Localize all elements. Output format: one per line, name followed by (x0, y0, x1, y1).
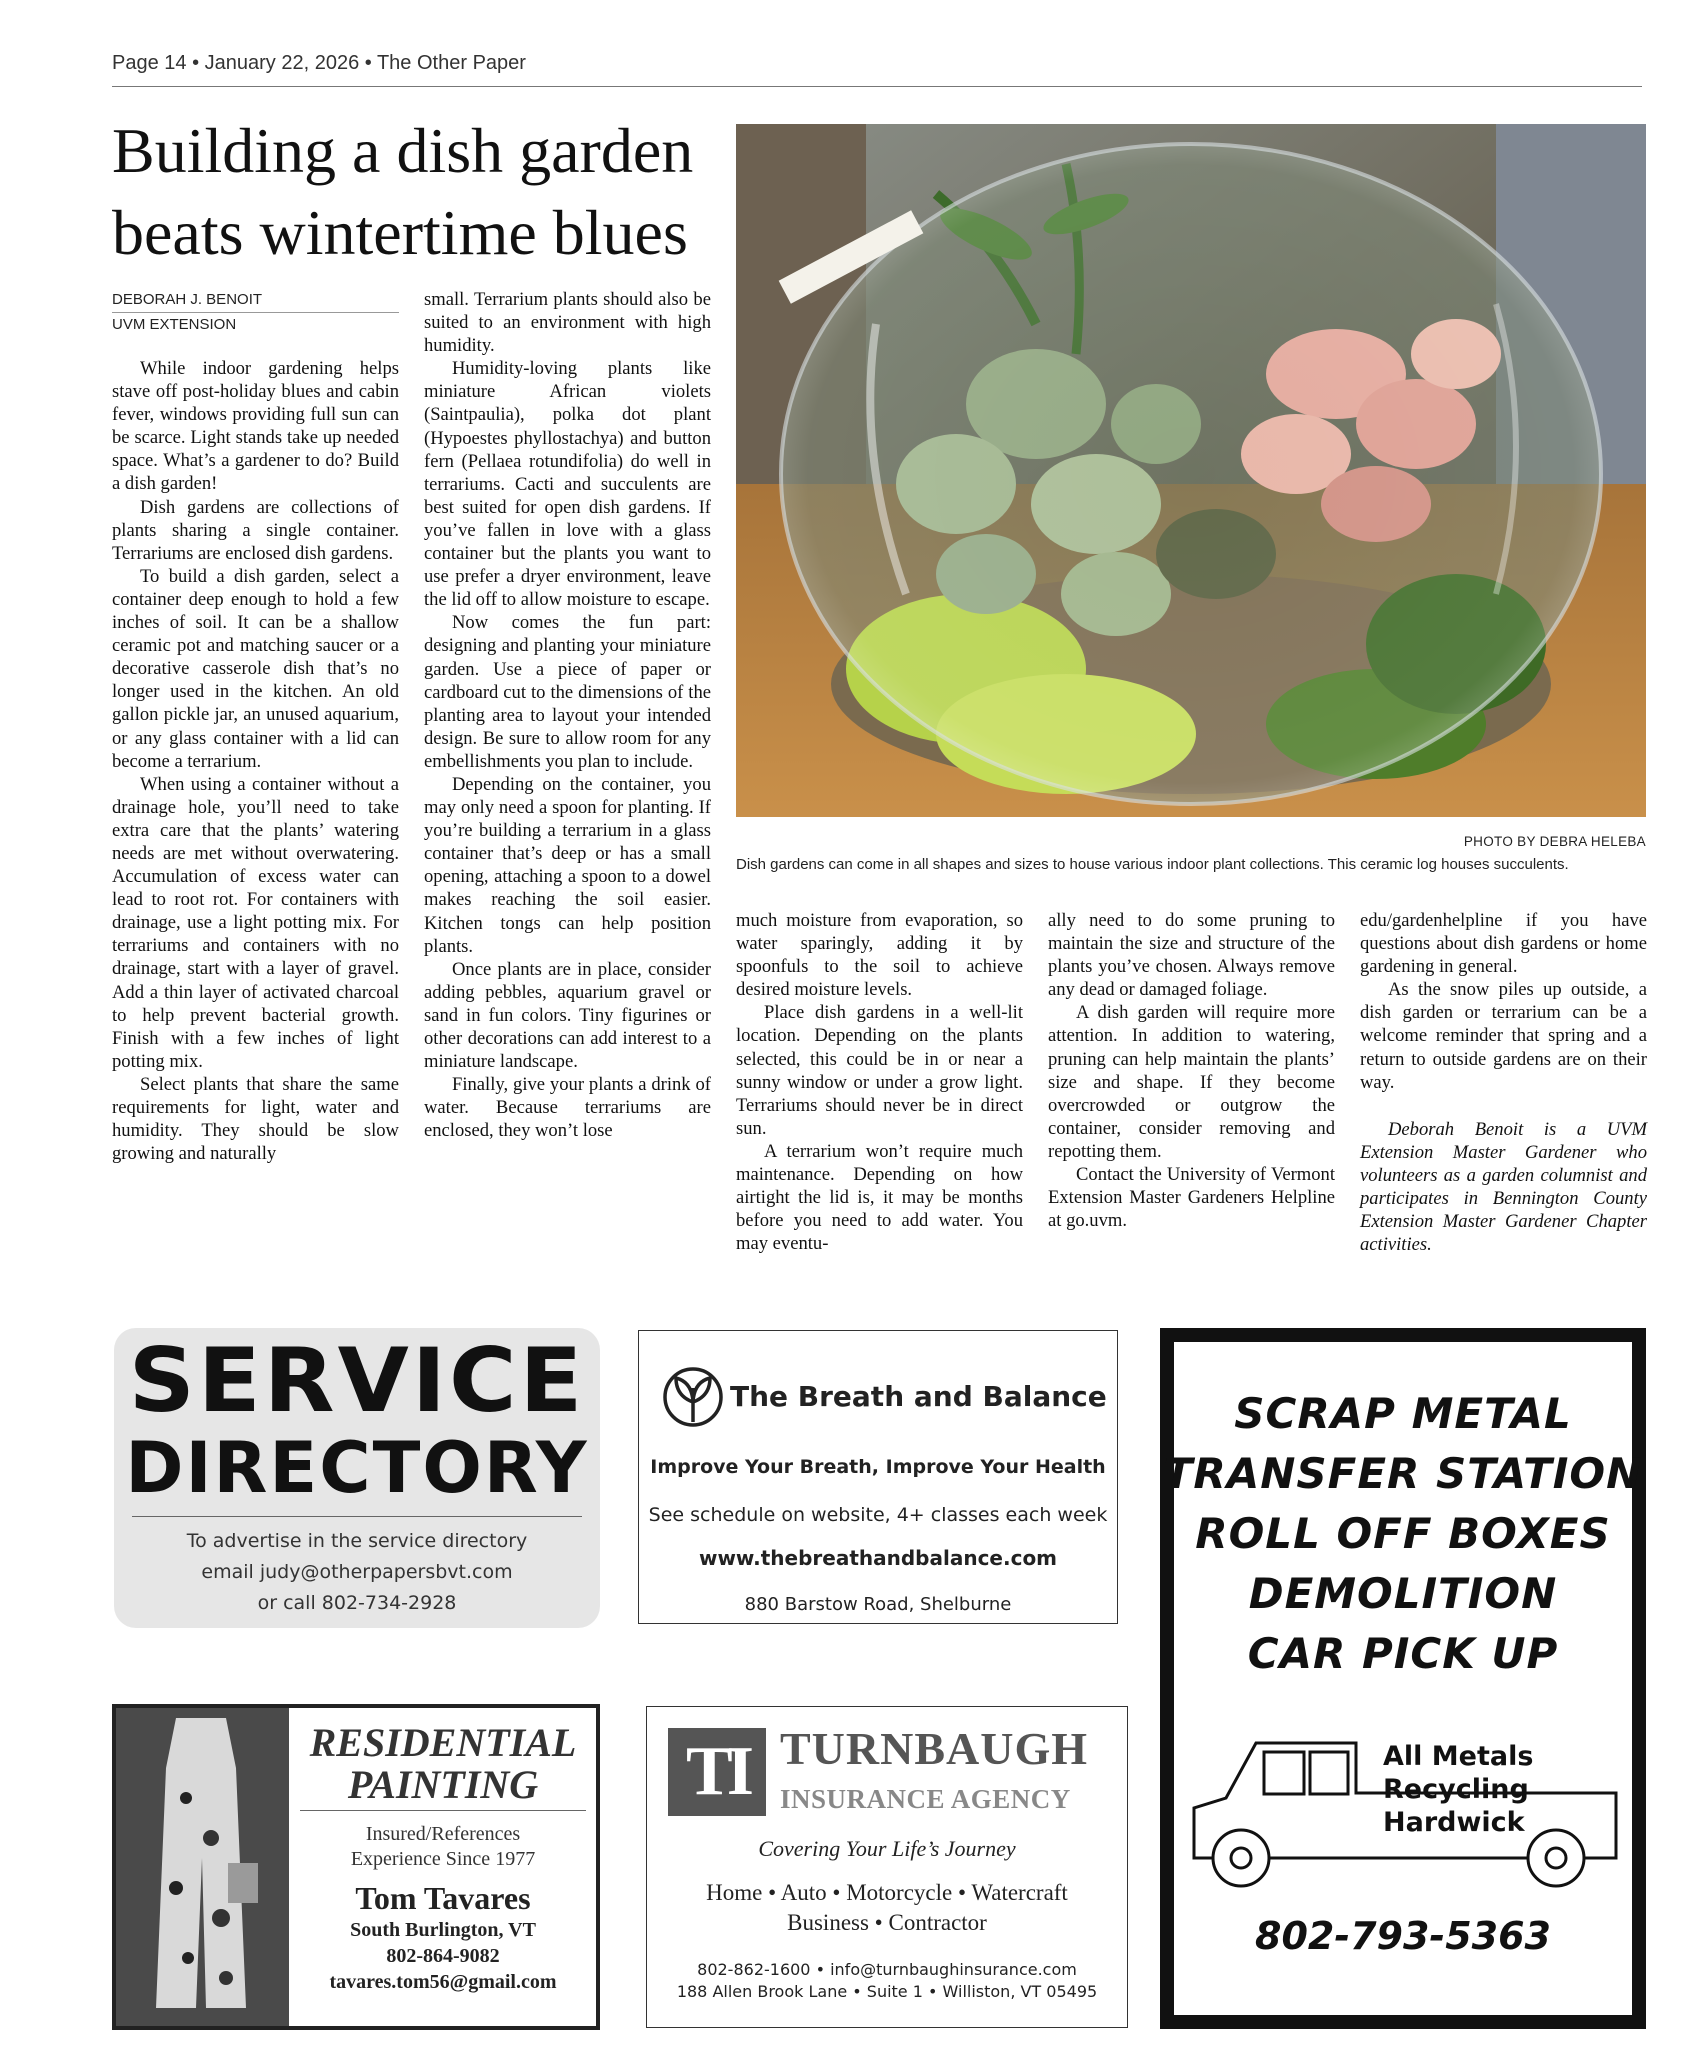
article-column-5 (1360, 909, 1647, 1256)
paragraph: Humidity-loving plants like miniature African violets (Saintpaulia), polka dot plant (Hypoestes phyllostachya) and button fern (Pellaea rotundifolia) do well in terrariums. Cacti and succulents are best suited for open dish gardens. If you’ve fallen in love with a glass container but the plants you want to use prefer a dryer environment, leave the lid off to allow moisture to escape. (424, 358, 711, 611)
article-column-2 (424, 288, 711, 1142)
paragraph: Select plants that share the same requirements for light, water and humidity. They should be slow growing and naturally (112, 1073, 399, 1165)
paper-name: The Other Paper (376, 52, 526, 74)
breath-balance-tagline: Improve Your Breath, Improve Your Health (650, 1456, 1106, 1478)
service-directory-title-1: SERVICE (128, 1329, 586, 1432)
turnbaugh-subtitle: INSURANCE AGENCY (780, 1784, 1071, 1814)
scrap-metal-line: ROLL OFF BOXES (1195, 1509, 1611, 1558)
breath-balance-name: The Breath and Balance (730, 1380, 1107, 1413)
paragraph: Finally, give your plants a drink of water. Because terrariums are enclosed, they won’t lose (424, 1074, 711, 1142)
painting-title (290, 1722, 596, 1806)
paragraph-continued: much moisture from evaporation, so water sparingly, adding it by spoonfuls to the soil to achieve desired moisture levels. (736, 910, 1023, 1001)
page-number: Page 14 (112, 52, 187, 74)
terrarium-illustration (736, 124, 1646, 817)
paragraph: As the snow piles up outside, a dish garden or terrarium can be a welcome reminder that spring and a return to outside gardens are on their way. (1360, 979, 1647, 1093)
headline-line-2: beats wintertime blues (112, 197, 688, 268)
truck-text-line: Hardwick (1383, 1807, 1525, 1838)
painting-insured: Insured/References (365, 1823, 521, 1845)
turnbaugh-slogan: Covering Your Life’s Journey (758, 1836, 1016, 1861)
painting-divider (300, 1810, 586, 1811)
author-bio: Deborah Benoit is a UVM Extension Master Gardener who volunteers as a garden columnist and participates in Bennington County Extension Master Gardener Chapter activities. (1360, 1118, 1647, 1256)
service-directory-email: email judy@otherpapersbvt.com (201, 1561, 513, 1583)
service-directory-phone: or call 802-734-2928 (257, 1592, 457, 1614)
turnbaugh-logo (668, 1728, 766, 1816)
byline (112, 288, 399, 337)
leaf-circle-icon (662, 1366, 724, 1433)
paragraph: Place dish gardens in a well-lit location. Depending on the plants selected, this could be in or near a sunny window or under a grow light. Terrariums should never be in direct sun. (736, 1002, 1023, 1139)
painting-experience: Experience Since 1977 (350, 1848, 536, 1870)
paragraph: Dish gardens are collections of plants sharing a single container. Terrariums are enclosed dish gardens. (112, 496, 399, 564)
author-name: DEBORAH J. BENOIT (112, 288, 399, 313)
paragraph: Once plants are in place, consider adding pebbles, aquarium gravel or sand in fun colors. Tiny figurines or other decorations can add interest to a miniature landscape. (424, 958, 711, 1073)
photo-credit: PHOTO BY DEBRA HELEBA (1463, 834, 1646, 849)
painting-title-line-1: RESIDENTIAL (309, 1720, 577, 1765)
scrap-metal-line: SCRAP METAL (1234, 1389, 1572, 1438)
painter-phone: 802-864-9082 (386, 1945, 500, 1967)
breath-balance-address: 880 Barstow Road, Shelburne (744, 1594, 1012, 1615)
paragraph: Depending on the container, you may only need a spoon for planting. If you’re building a terrarium in a glass container that’s deep or has a small opening, attaching a spoon to a dowel makes reaching the soil easier. Kitchen tongs can help position plants. (424, 773, 711, 957)
truck-text-line: Recycling (1383, 1774, 1529, 1805)
scrap-metal-services (1160, 1384, 1646, 1684)
scrap-metal-phone: 802-793-5363 (1255, 1914, 1551, 1958)
paragraph: A dish garden will require more attention. In addition to watering, pruning can help maintain the plants’ size and shape. If they become overcrowded or outgrow the container, consider removing and repotting them. (1048, 1002, 1335, 1162)
article-column-3 (736, 909, 1023, 1255)
page-header (112, 52, 1642, 87)
header-separator: • (364, 52, 377, 74)
paragraph: A terrarium won’t require much maintenance. Depending on how airtight the lid is, it may be months before you need to add water. You may eventu- (736, 1140, 1023, 1255)
turnbaugh-logo-letters: TI (668, 1728, 766, 1816)
scrap-metal-line: TRANSFER STATION (1163, 1449, 1643, 1498)
paragraph-continued: edu/gardenhelpline if you have questions about dish gardens or home gardening in general. (1360, 910, 1647, 978)
service-directory-divider (132, 1516, 582, 1517)
paragraph: Now comes the fun part: designing and planting your miniature garden. Use a piece of paper or cardboard cut to the dimensions of the planting area to layout your intended design. Be sure to allow room for any embellishments you plan to include. (424, 612, 711, 772)
service-directory-info (114, 1526, 600, 1619)
article-column-4 (1048, 909, 1335, 1232)
service-directory-title-2: DIRECTORY (125, 1427, 589, 1509)
terrarium-photo (736, 124, 1646, 817)
service-directory-line: To advertise in the service directory (186, 1530, 528, 1552)
author-affiliation: UVM EXTENSION (112, 316, 237, 333)
scrap-metal-line: CAR PICK UP (1247, 1629, 1559, 1678)
painting-title-line-2: PAINTING (347, 1762, 539, 1807)
paragraph: While indoor gardening helps stave off post-holiday blues and cabin fever, windows providing full sun can be scarce. Light stands take up needed space. What’s a gardener to do? Build a dish garden! (112, 358, 399, 495)
photo-caption: Dish gardens can come in all shapes and sizes to house various indoor plant collections. This ceramic log houses succulents. (736, 856, 1569, 873)
turnbaugh-services-2: Business • Contractor (787, 1910, 987, 1935)
breath-balance-schedule: See schedule on website, 4+ classes each week (648, 1504, 1108, 1526)
turnbaugh-address: 188 Allen Brook Lane • Suite 1 • Williston, VT 05495 (676, 1982, 1098, 2001)
paragraph: Contact the University of Vermont Extension Master Gardeners Helpline at go.uvm. (1048, 1164, 1335, 1232)
issue-date: January 22, 2026 (204, 52, 360, 74)
painter-image (116, 1708, 289, 2026)
truck-text (1383, 1740, 1623, 1839)
scrap-metal-line: DEMOLITION (1248, 1569, 1558, 1618)
article-headline (112, 110, 732, 274)
turnbaugh-name: TURNBAUGH (780, 1723, 1089, 1774)
painter-location: South Burlington, VT (350, 1919, 536, 1941)
paragraph: To build a dish garden, select a container deep enough to hold a few inches of soil. It can be a shallow ceramic pot and matching saucer or a decorative casserole dish that’s no longer used in the kitchen. An old gallon pickle jar, an unused aquarium, or any glass container with a lid can become a terrarium. (112, 565, 399, 772)
turnbaugh-services-1: Home • Auto • Motorcycle • Watercraft (706, 1880, 1068, 1905)
painter-email[interactable]: tavares.tom56@gmail.com (329, 1971, 557, 1993)
turnbaugh-contact: 802-862-1600 • info@turnbaughinsurance.com (697, 1960, 1077, 1979)
truck-text-line: All Metals (1383, 1741, 1534, 1772)
headline-line-1: Building a dish garden (112, 115, 694, 186)
paragraph-continued: ally need to do some pruning to maintain the size and structure of the plants you’ve chosen. Always remove any dead or damaged foliage. (1048, 910, 1335, 1001)
breath-balance-website[interactable]: www.thebreathandbalance.com (698, 1546, 1058, 1570)
article-column-1 (112, 357, 399, 1165)
paragraph-continued: small. Terrarium plants should also be suited to an environment with high humidity. (424, 289, 711, 357)
paragraph: When using a container without a drainage hole, you’ll need to take extra care that the plants’ watering needs are met without overwatering. Accumulation of excess water can lead to root rot. For containers with drainage, use a light potting mix. For terrariums and containers with no drainage, start with a layer of gravel. Add a thin layer of activated charcoal to help prevent bacterial growth. Finish with a few inches of light potting mix. (112, 773, 399, 1072)
painter-name: Tom Tavares (355, 1880, 531, 1916)
header-separator: • (192, 52, 205, 74)
